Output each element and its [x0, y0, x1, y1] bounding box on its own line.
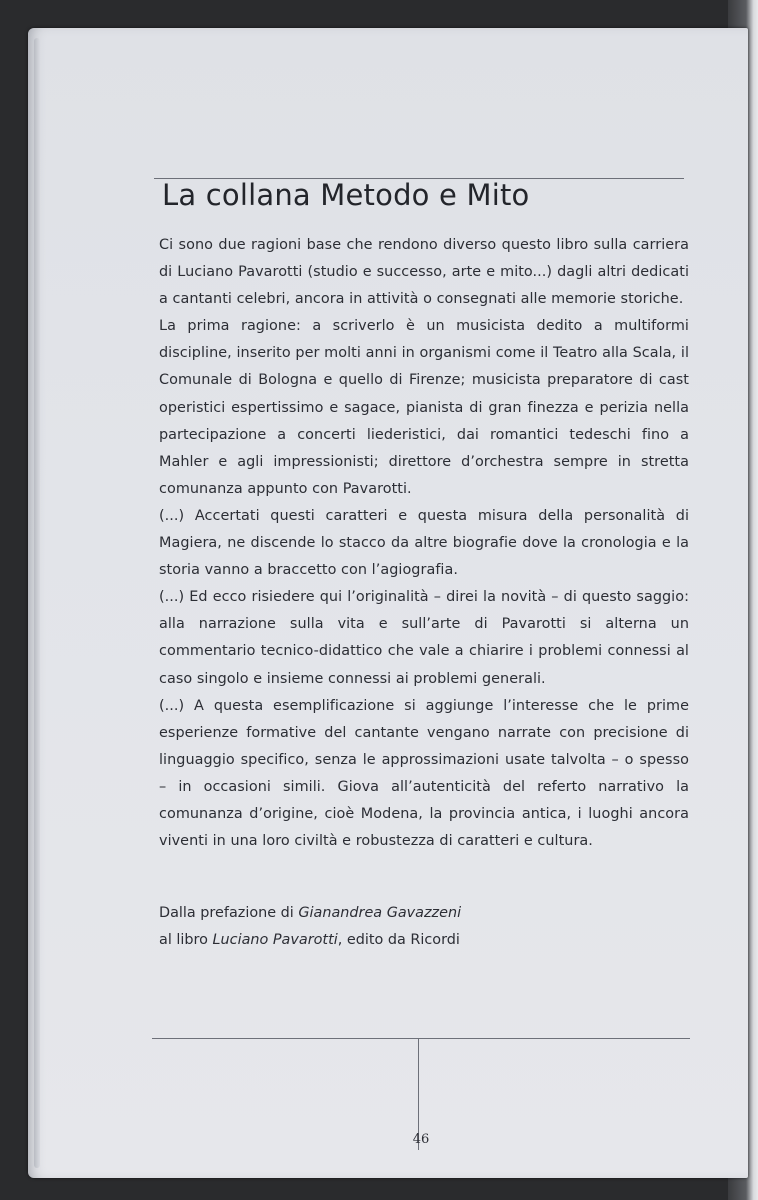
footer-rule — [152, 1038, 690, 1039]
attribution-book-prefix: al libro — [159, 932, 213, 948]
body-text — [159, 232, 689, 855]
attribution-line-1 — [159, 900, 461, 927]
paragraph-2: La prima ragione: a scriverlo è un musicista dedito a multiformi discipline, inserito per molti anni in organismi come il Teatro alla Scala, il Comunale di Bologna e quello di Firenze; musicista preparatore di cast operistici espertissimo e sagace, pianista di gran finezza e perizia nella partecipazione a concerti liederistici, dai romantici tedeschi fino a Mahler e agli impressionisti; direttore d’orchestra sempre in stretta comunanza appunto con Pavarotti. — [159, 318, 689, 497]
attribution-author: Gianandrea Gavazzeni — [298, 905, 462, 921]
paragraph-5: (...) A questa esemplificazione si aggiunge l’interesse che le prime esperienze formative del cantante vengano narrate con precisione di linguaggio specifico, senza le approssimazioni usate talvolta – o spesso – in occasioni simili. Giova all’autenticità del referto narrativo la comunanza d’origine, cioè Modena, la provincia antica, i luoghi ancora viventi in una loro civiltà e robustezza di caratteri e cultura. — [159, 697, 689, 850]
attribution-prefix: Dalla prefazione di — [159, 905, 299, 921]
page-title: La collana Metodo e Mito — [162, 178, 530, 212]
paragraph-4: (...) Ed ecco risiedere qui l’originalità – direi la novità – di questo saggio: alla narrazione sulla vita e sull’arte di Pavarotti si alterna un commentario tecnico-didattico che vale a chiarire i problemi connessi al caso singolo e insieme connessi ai problemi generali. — [159, 589, 689, 687]
book-page — [28, 28, 748, 1178]
attribution — [159, 900, 461, 954]
page-binding-edge — [34, 38, 40, 1168]
attribution-book-title: Luciano Pavarotti — [212, 932, 338, 948]
paragraph-3: (...) Accertati questi caratteri e questa misura della personalità di Magiera, ne discende lo stacco da altre biografie dove la cronologia e la storia vanno a braccetto con l’agiografia. — [159, 507, 689, 579]
paragraph-1: Ci sono due ragioni base che rendono diverso questo libro sulla carriera di Luciano Pavarotti (studio e successo, arte e mito...) dagli altri dedicati a cantanti celebri, ancora in attività o consegnati alle memorie storiche. — [159, 237, 689, 308]
attribution-line-2 — [159, 927, 461, 954]
page-number: 46 — [412, 1132, 430, 1147]
attribution-publisher: , edito da Ricordi — [337, 932, 460, 948]
